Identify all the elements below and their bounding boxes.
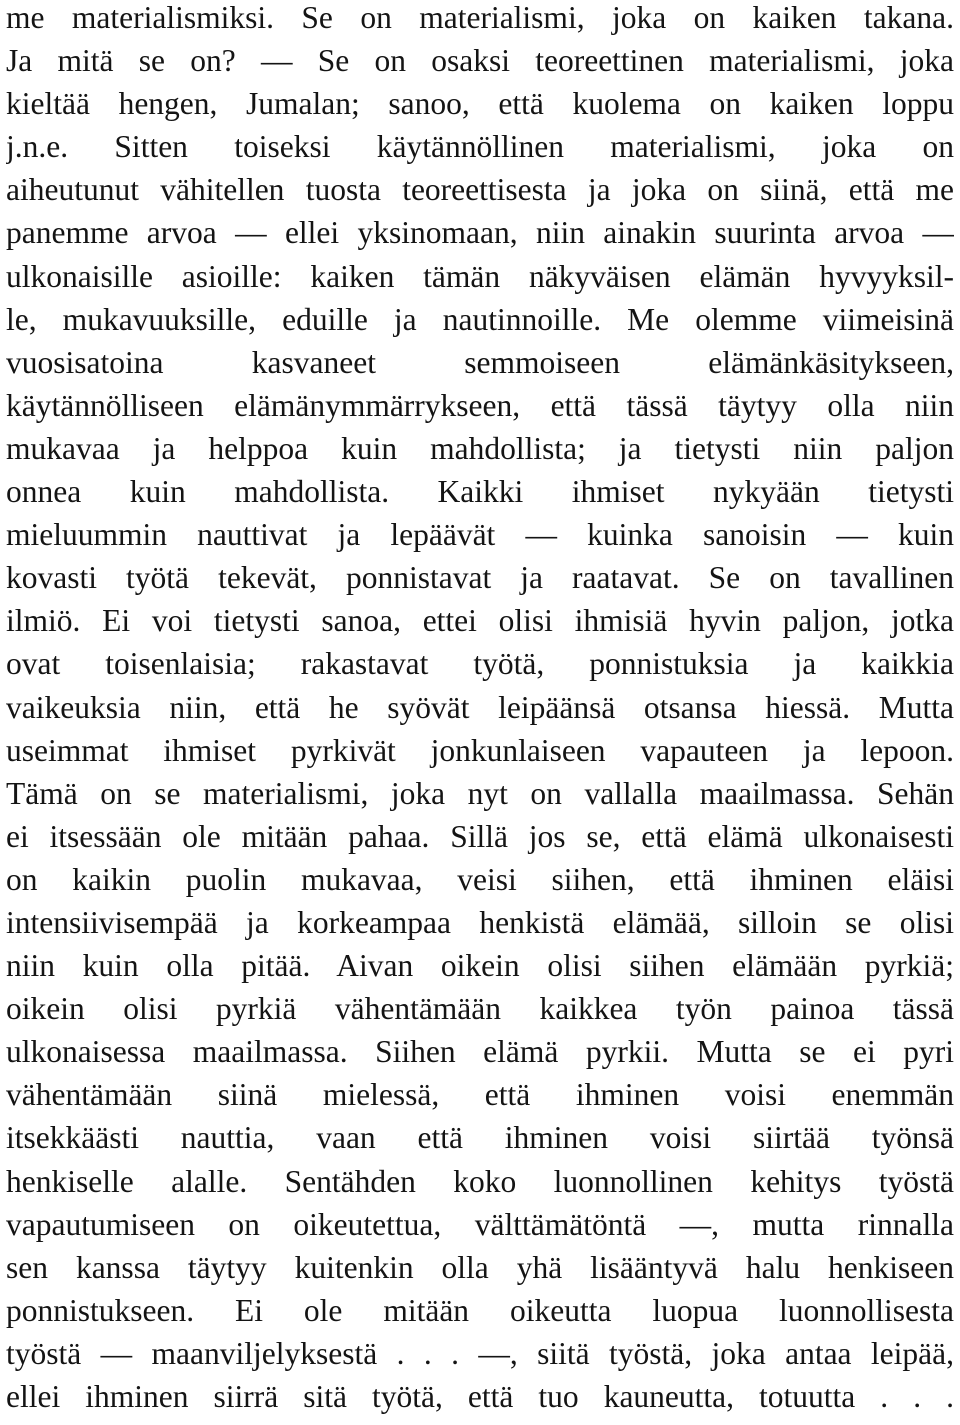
text-line: ei itsessään ole mitään pahaa. Sillä jos se, että elämä ulkonaisesti [6,818,954,854]
text-line: j.n.e. Sitten toiseksi käytännöllinen materialismi, joka on [6,129,954,165]
text-line: onnea kuin mahdollista. Kaikki ihmiset nykyään tietysti [6,474,954,510]
text-line: vaikeuksia niin, että he syövät leipäänsä otsansa hiessä. Mutta [6,689,954,725]
text-line: mieluummin nauttivat ja lepäävät — kuinka sanoisin — kuin [6,517,954,553]
text-line: ulkonaisessa maailmassa. Siihen elämä pyrkii. Mutta se ei pyri [6,1034,954,1070]
document-page [6,0,954,1418]
text-line: intensiivisempää ja korkeampaa henkistä elämää, silloin se olisi [6,904,954,940]
text-line: me materialismiksi. Se on materialismi, joka on kaiken takana. [6,0,954,35]
text-line: sen kanssa täytyy kuitenkin olla yhä lisääntyvä halu henkiseen [6,1249,954,1285]
text-line: ovat toisenlaisia; rakastavat työtä, ponnistuksia ja kaikkia [6,646,954,682]
text-line: vuosisatoina kasvaneet semmoiseen elämänkäsitykseen, [6,344,954,380]
text-line: aiheutunut vähitellen tuosta teoreettisesta ja joka on siinä, että me [6,172,954,208]
text-line: vapautumiseen on oikeutettua, välttämätöntä —, mutta rinnalla [6,1206,954,1242]
text-line: panemme arvoa — ellei yksinomaan, niin ainakin suurinta arvoa — [6,215,954,251]
text-line: ulkonaisille asioille: kaiken tämän näkyväisen elämän hyvyyksil- [6,258,954,294]
text-line: mukavaa ja helppoa kuin mahdollista; ja tietysti niin paljon [6,430,954,466]
text-line: on kaikin puolin mukavaa, veisi siihen, että ihminen eläisi [6,861,954,897]
text-line: käytännölliseen elämänymmärrykseen, että tässä täytyy olla niin [6,387,954,423]
text-line: työstä — maanviljelyksestä . . . —, siitä työstä, joka antaa leipää, [6,1335,954,1371]
text-line: henkiselle alalle. Sentähden koko luonnollinen kehitys työstä [6,1163,954,1199]
text-line: ellei ihminen siirrä sitä työtä, että tuo kauneutta, totuutta . . . [6,1379,954,1414]
text-line: useimmat ihmiset pyrkivät jonkunlaiseen vapauteen ja lepoon. [6,732,954,768]
text-line: ilmiö. Ei voi tietysti sanoa, ettei olisi ihmisiä hyvin paljon, jotka [6,603,954,639]
text-line: oikein olisi pyrkiä vähentämään kaikkea työn painoa tässä [6,991,954,1027]
text-line: ponnistukseen. Ei ole mitään oikeutta luopua luonnollisesta [6,1292,954,1328]
text-line: Tämä on se materialismi, joka nyt on vallalla maailmassa. Sehän [6,775,954,811]
text-line: kieltää hengen, Jumalan; sanoo, että kuolema on kaiken loppu [6,86,954,122]
text-line: kovasti työtä tekevät, ponnistavat ja raatavat. Se on tavallinen [6,560,954,596]
text-line: niin kuin olla pitää. Aivan oikein olisi siihen elämään pyrkiä; [6,948,954,984]
text-line: le, mukavuuksille, eduille ja nautinnoille. Me olemme viimeisinä [6,301,954,337]
text-line: vähentämään siinä mielessä, että ihminen voisi enemmän [6,1077,954,1113]
text-line: Ja mitä se on? — Se on osaksi teoreettinen materialismi, joka [6,43,954,79]
text-line: itsekkäästi nauttia, vaan että ihminen voisi siirtää työnsä [6,1120,954,1156]
